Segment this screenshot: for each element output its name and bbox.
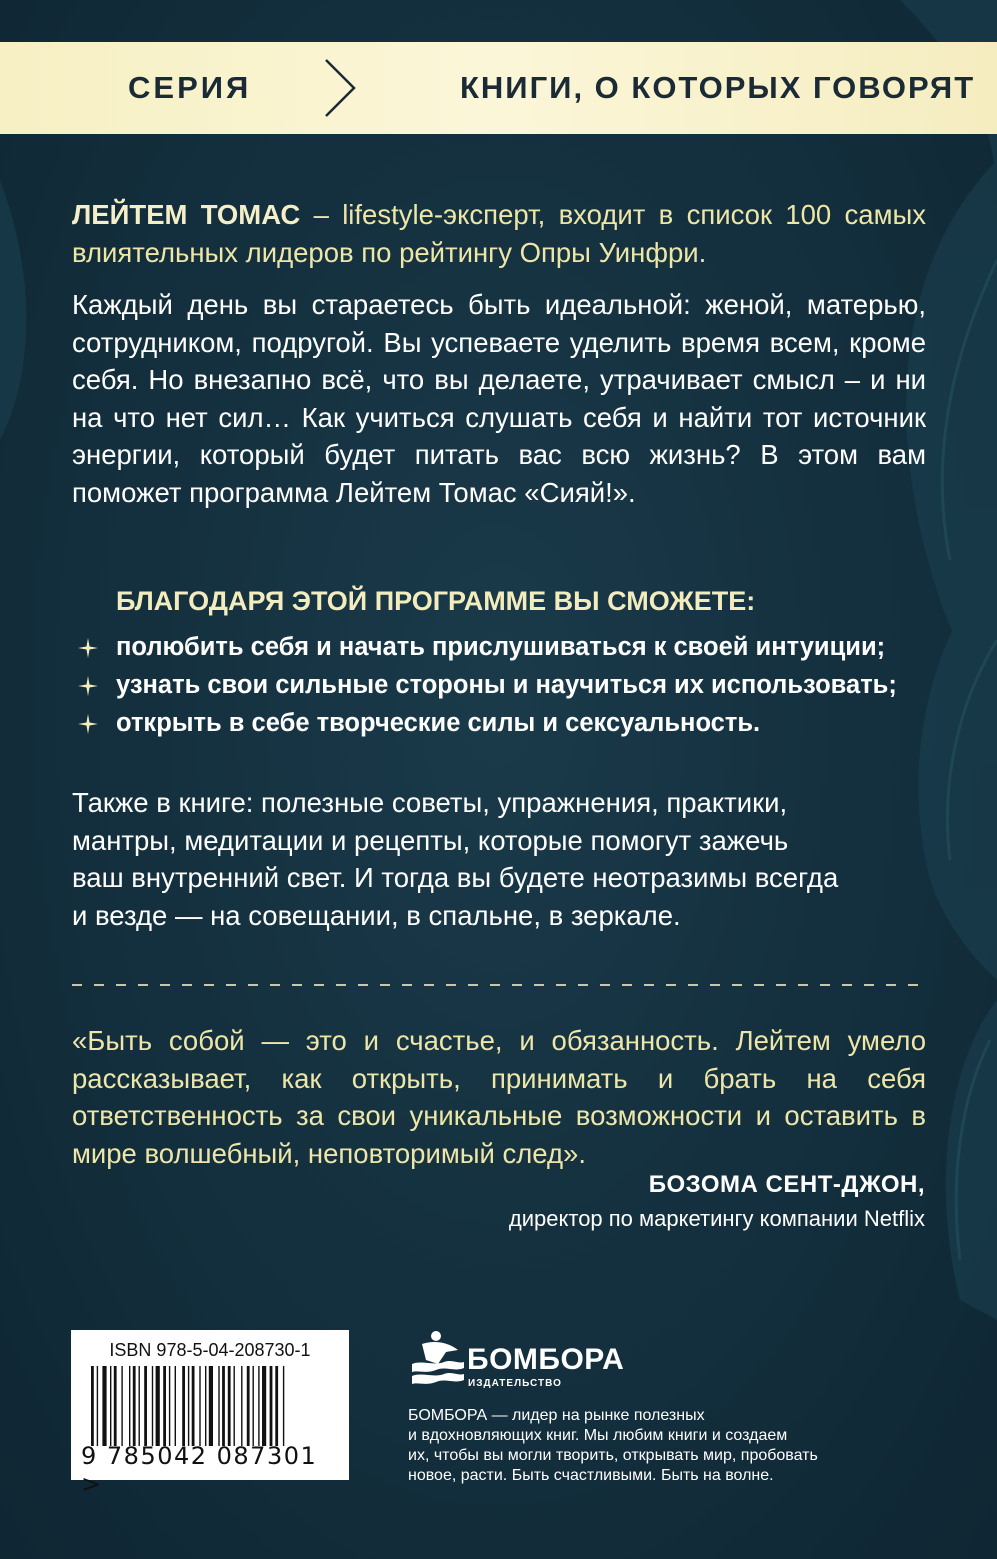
author-intro — [72, 196, 926, 272]
barcode-bar — [110, 1366, 111, 1446]
benefits-list — [76, 628, 956, 742]
barcode-bar — [234, 1366, 235, 1446]
review-quote: «Быть собой — это и счастье, и обязанность. Лейтем умело рассказывает, как открыть, принимать и брать на себя ответственность за свои уникальные возможности и оставить в мире волшебный, неповторимый след». — [72, 1025, 926, 1169]
barcode-bar — [228, 1366, 231, 1446]
barcode-bar — [188, 1366, 189, 1446]
barcode-bar — [133, 1366, 136, 1446]
barcode-bar — [258, 1366, 259, 1446]
sparkle-icon — [76, 712, 100, 736]
barcode-bar — [152, 1366, 153, 1446]
publisher-line: новое, расти. Быть счастливыми. Быть на волне. — [408, 1467, 774, 1484]
isbn-text: ISBN 978-5-04-208730-1 — [109, 1340, 311, 1360]
barcode-bar — [169, 1366, 170, 1446]
also-line: Также в книге: полезные советы, упражнения, практики, — [72, 787, 788, 818]
barcode-bar — [114, 1366, 117, 1446]
barcode-bar — [241, 1366, 242, 1446]
series-banner — [0, 42, 997, 134]
dashed-divider — [72, 984, 924, 986]
author-bio: – lifestyle-эксперт, входит в список 100 самых влиятельных лидеров по рейтингу Опры Уинфри. — [72, 199, 926, 268]
barcode-bar — [182, 1366, 185, 1446]
barcode-bar — [247, 1366, 250, 1446]
barcode-bar — [163, 1366, 166, 1446]
barcode-bar — [156, 1366, 160, 1446]
barcode-bar — [129, 1366, 130, 1446]
barcode-bar — [270, 1366, 273, 1446]
barcode-bar — [218, 1366, 219, 1446]
publisher-subtitle: ИЗДАТЕЛЬСТВО — [468, 1378, 562, 1389]
barcode-bars — [89, 1366, 337, 1448]
also-line: и везде — на совещании, в спальне, в зеркале. — [72, 899, 681, 931]
barcode-bar — [205, 1366, 206, 1446]
book-description: Каждый день вы стараетесь быть идеальной: женой, матерью, сотрудником, подругой. Вы успеваете уделить время всем, кроме себя. Но внезапно всё, что вы делаете, утрачивает смысл – и ни на что нет сил… Как учиться слушать себя и найти тот источник энергии, который будет питать вас всю жизнь? В этом вам поможет программа Лейтем Томас «Сияй!». — [72, 289, 926, 508]
also-line: ваш внутренний свет. И тогда вы будете неотразимы всегда — [72, 862, 839, 893]
benefit-text: узнать свои сильные стороны и научиться их использовать; — [116, 671, 897, 699]
benefits-title: БЛАГОДАРЯ ЭТОЙ ПРОГРАММЕ ВЫ СМОЖЕТЕ: — [116, 586, 756, 616]
barcode-bar — [283, 1366, 284, 1446]
benefit-item — [76, 666, 956, 704]
barcode-digits: 9 785042 087301 > — [81, 1442, 318, 1498]
sparkle-icon — [76, 674, 100, 698]
barcode-bar — [199, 1366, 200, 1446]
barcode-bar — [102, 1366, 106, 1446]
barcode-bar — [97, 1366, 98, 1446]
chevron-right-icon — [320, 56, 360, 120]
series-label: СЕРИЯ — [128, 70, 252, 105]
barcode-bar — [121, 1366, 122, 1446]
barcode-bar — [253, 1366, 254, 1446]
benefit-text: открыть в себе творческие силы и сексуальность. — [116, 709, 761, 737]
publisher-line: их, чтобы вы могли творить, открывать мир, пробовать — [408, 1447, 818, 1464]
publisher-line: БОМБОРА — лидер на рынке полезных — [408, 1407, 705, 1424]
quote-author-role: директор по маркетингу компании Netflix — [508, 1206, 925, 1231]
benefit-item — [76, 704, 956, 742]
publisher-name: БОМБОРА — [467, 1343, 625, 1376]
barcode — [71, 1330, 349, 1498]
also-line: мантры, медитации и рецепты, которые помогут зажечь — [72, 824, 789, 856]
barcode-bar — [209, 1366, 213, 1446]
barcode-bar — [222, 1366, 225, 1446]
series-name: КНИГИ, О КОТОРЫХ ГОВОРЯТ — [460, 70, 976, 105]
author-name: ЛЕЙТЕМ ТОМАС — [72, 199, 301, 230]
benefit-text: полюбить себя и начать прислушиваться к своей интуиции; — [116, 633, 886, 661]
barcode-bar — [275, 1366, 278, 1446]
publisher-line: и вдохновляющих книг. Мы любим книги и создаем — [408, 1427, 788, 1444]
publisher-description — [408, 1406, 868, 1486]
barcode-bar — [262, 1366, 266, 1446]
barcode-bar — [91, 1366, 94, 1446]
barcode-bar — [139, 1366, 140, 1446]
also-in-book — [72, 784, 932, 934]
sparkle-icon — [76, 636, 100, 660]
benefit-item — [76, 628, 956, 666]
barcode-bar — [175, 1366, 176, 1446]
quote-author: БОЗОМА СЕНТ-ДЖОН, — [648, 1171, 925, 1198]
barcode-bar — [192, 1366, 195, 1446]
barcode-bar — [144, 1366, 147, 1446]
